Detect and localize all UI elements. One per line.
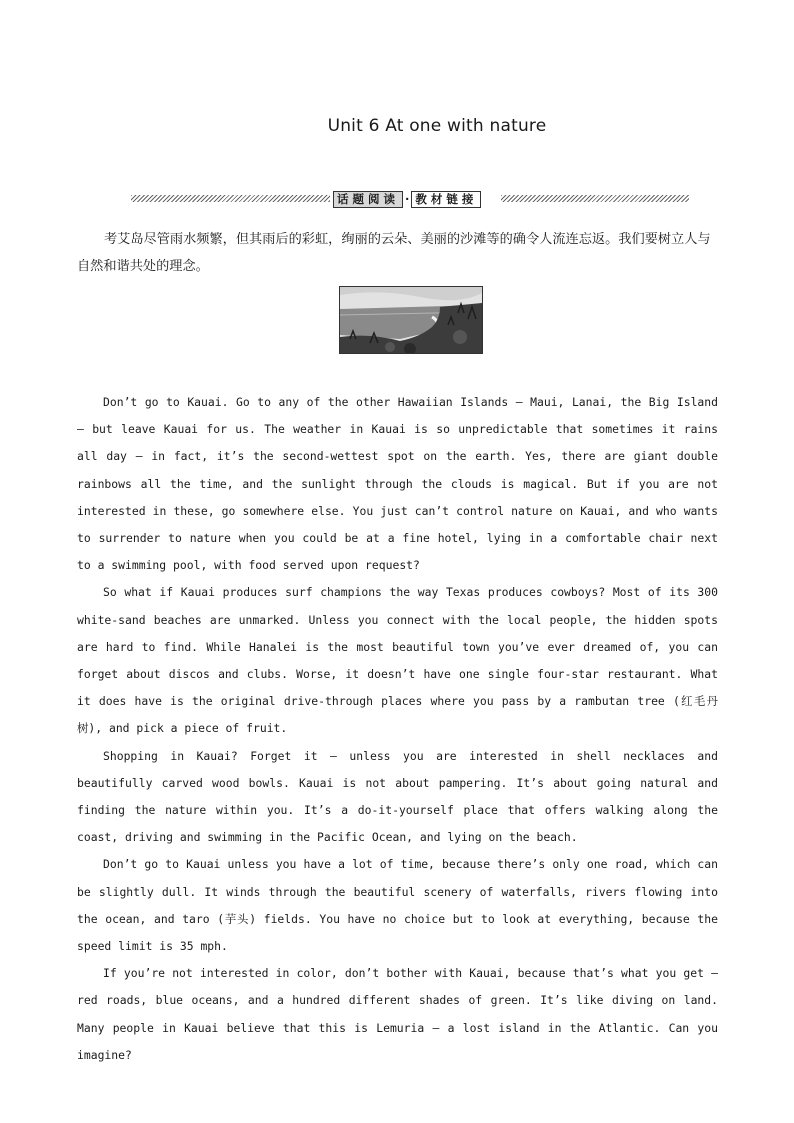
article-paragraph-5: If you’re not interested in color, don’t bother with Kauai, because that’s what you get — red roads, blue oceans, and a hundred different shades of green. It’s like diving on land. Many people in Kauai believe that this is Lemuria — a lost island in the Atlantic. Can you imagine? bbox=[77, 966, 718, 1062]
beach-photo bbox=[339, 286, 483, 354]
intro-paragraph: 考艾岛尽管雨水频繁，但其雨后的彩虹，绚丽的云朵、美丽的沙滩等的确令人流连忘返。我们要树立人与自然和谐共处的理念。 bbox=[77, 232, 711, 274]
hatch-divider-right bbox=[501, 195, 689, 202]
beach-scene-icon bbox=[340, 287, 482, 353]
section-label-separator: · bbox=[405, 192, 410, 206]
article-body bbox=[77, 389, 718, 1069]
section-label-reading: 话题阅读 bbox=[333, 191, 403, 208]
article-paragraph-4: Don’t go to Kauai unless you have a lot of time, because there’s only one road, which can be slightly dull. It winds through the beautiful scenery of waterfalls, rivers flowing into the ocean, and taro (芋头) fields. You have no choice but to look at everything, because the speed limit is 35 mph. bbox=[77, 857, 718, 954]
hatch-divider-left bbox=[131, 195, 330, 202]
unit-title: Unit 6 At one with nature bbox=[327, 116, 547, 136]
article-paragraph-3: Shopping in Kauai? Forget it — unless you are interested in shell necklaces and beautifully carved wood bowls. Kauai is not about pampering. It’s about going natural and finding the nature within you. It’s a do-it-yourself place that offers walking along the coast, driving and swimming in the Pacific Ocean, and lying on the beach. bbox=[77, 748, 718, 845]
article-paragraph-2: So what if Kauai produces surf champions the way Texas produces cowboys? Most of its 300 white-sand beaches are unmarked. Unless you connect with the local people, the hidden spots are hard to find. While Hanalei is the most beautiful town you’ve ever dreamed of, you can forget about discos and clubs. Worse, it doesn’t have one single four-star restaurant. What it does have is the original drive-through places where you pass by a rambutan tree (红毛丹树), and pick a piece of fruit. bbox=[77, 585, 718, 736]
section-label bbox=[333, 190, 481, 208]
section-header bbox=[131, 190, 689, 208]
article-paragraph-1: Don’t go to Kauai. Go to any of the other Hawaiian Islands — Maui, Lanai, the Big Island — but leave Kauai for us. The weather in Kauai is so unpredictable that sometimes it rains all day — in fact, it’s the second-wettest spot on the earth. Yes, there are giant double rainbows all the time, and the sunlight through the clouds is magical. But if you are not interested in these, go somewhere else. You just can’t control nature on Kauai, and who wants to surrender to nature when you could be at a fine hotel, lying in a comfortable chair next to a swimming pool, with food served upon request? bbox=[77, 395, 718, 573]
section-label-textbook: 教材链接 bbox=[411, 191, 481, 208]
